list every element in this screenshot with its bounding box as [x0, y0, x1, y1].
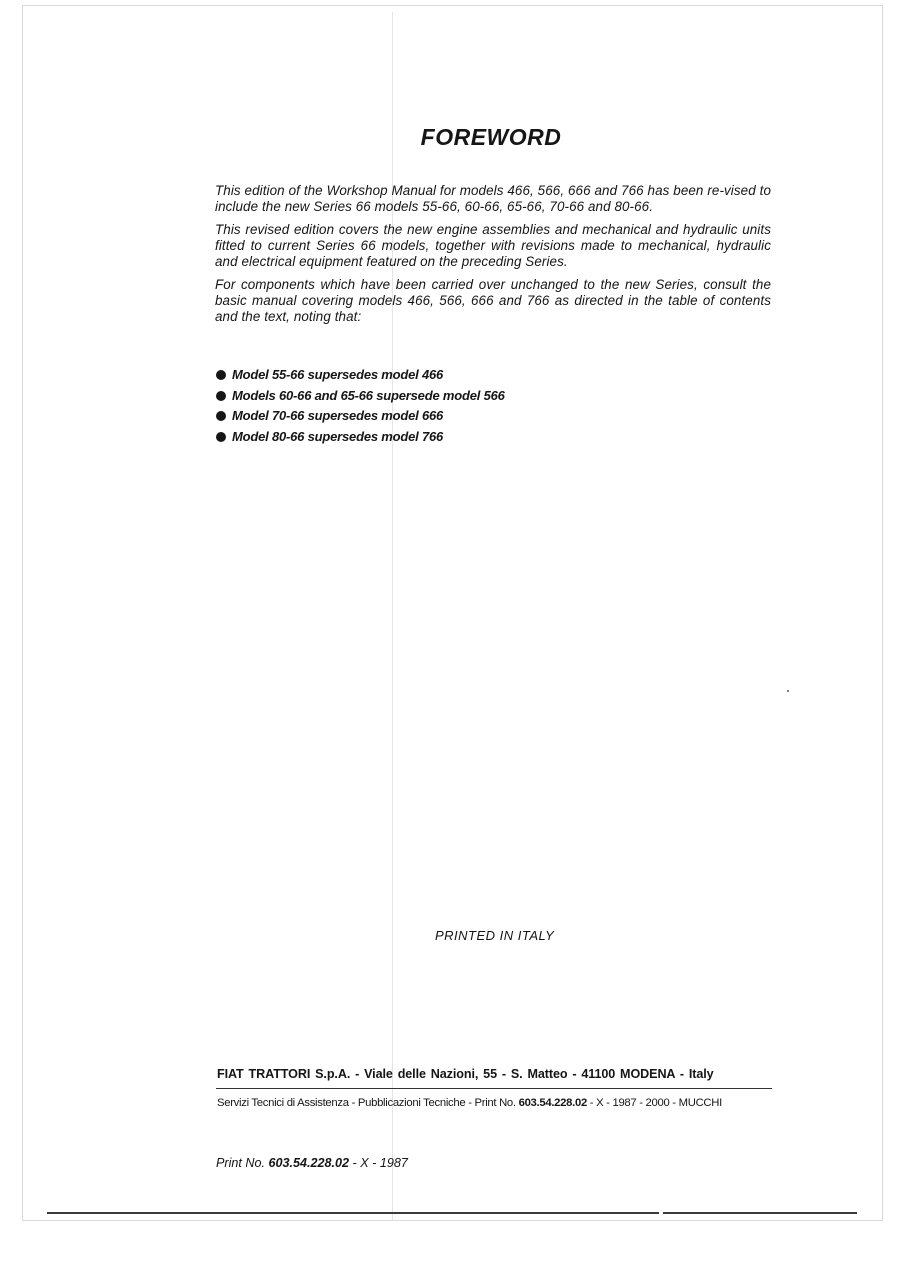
list-item — [216, 386, 505, 407]
list-item-text: Model 70-66 supersedes model 666 — [232, 408, 444, 423]
list-item-text: Models 60-66 and 65-66 supersede model 566 — [232, 387, 505, 403]
list-item-text: Model 80-66 supersedes model 766 — [232, 428, 444, 444]
company-address: FIAT TRATTORI S.p.A. - Viale delle Nazioni, 55 - S. Matteo - 41100 MODENA - Italy — [217, 1067, 714, 1081]
bullet-icon — [216, 411, 226, 421]
list-item — [216, 427, 505, 448]
services-print-number: 603.54.228.02 — [518, 1097, 587, 1109]
bottom-rule-right — [663, 1212, 857, 1214]
bullet-icon — [216, 432, 226, 442]
list-item — [216, 365, 505, 386]
bottom-rule-left — [47, 1212, 659, 1214]
paragraph-edition: This edition of the Workshop Manual for models 466, 566, 666 and 766 has been re-vised to include the new Series 66 models 55-66, 60-66, 65-66, 70-66 and 80-66. — [215, 183, 771, 214]
print-number-value: 603.54.228.02 — [268, 1156, 350, 1170]
print-number-suffix: - X - 1987 — [349, 1156, 408, 1170]
scan-speck — [787, 690, 789, 692]
paragraph-revised-edition: This revised edition covers the new engine assemblies and mechanical and hydraulic units fitted to current Series 66 models, together with revisions made to mechanical, hydraulic and electrical equipment featured on the preceding Series. — [215, 222, 771, 269]
print-number-prefix: Print No. — [216, 1156, 269, 1170]
bullet-icon — [216, 391, 226, 401]
services-prefix: Servizi Tecnici di Assistenza - Pubblicazioni Tecniche - Print No. — [217, 1097, 519, 1109]
list-item — [216, 406, 505, 427]
services-line — [217, 1097, 722, 1109]
bullet-icon — [216, 370, 226, 380]
foreword-body — [215, 183, 771, 332]
print-number-line — [216, 1156, 408, 1170]
list-item-text: Model 55-66 supersedes model 466 — [232, 367, 444, 382]
imprint-divider — [216, 1088, 772, 1089]
services-suffix: - X - 1987 - 2000 - MUCCHI — [586, 1097, 722, 1109]
supersedes-list — [216, 365, 505, 447]
paragraph-components: For components which have been carried over unchanged to the new Series, consult the basic manual covering models 466, 566, 666 and 766 as directed in the table of contents and the text, noting that: — [215, 277, 771, 324]
printed-in-label: PRINTED IN ITALY — [435, 928, 555, 943]
page-title: FOREWORD — [420, 124, 562, 150]
